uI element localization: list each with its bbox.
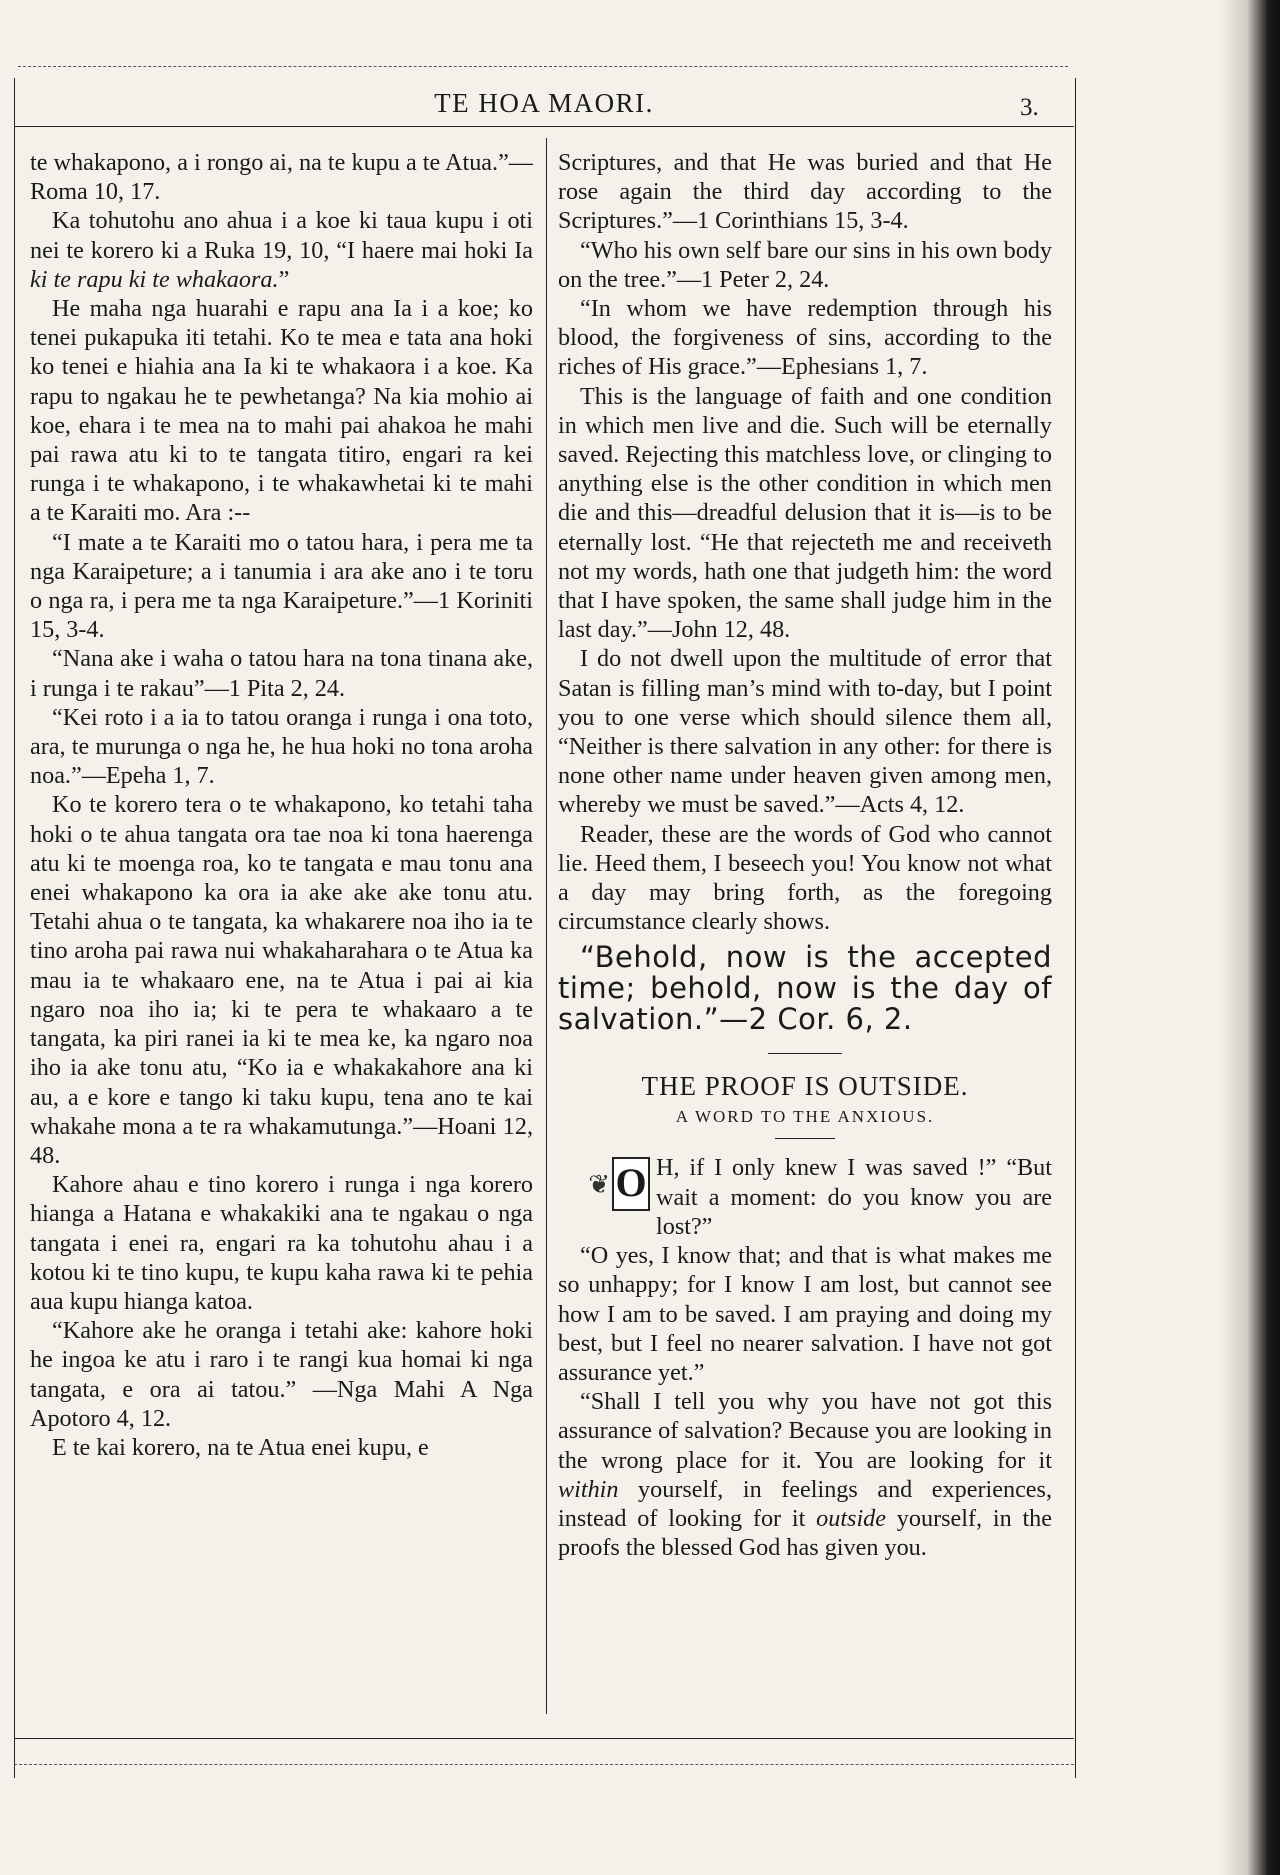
highlighted-verse: “Behold, now is the accepted time; behold, now is the day of salvation.”—2 Cor. 6, 2. bbox=[558, 940, 1052, 1037]
paragraph: te whakapono, a i rongo ai, na te kupu a te Atua.”—Roma 10, 17. bbox=[30, 149, 533, 206]
paragraph: I do not dwell upon the multitude of error that Satan is filling man’s mind with to-day, but I point you to one verse which should silence them all, “Neither is there salvation in any other: for there is none other name under heaven given among men, whereby we must be saved.”—Acts 4, 12. bbox=[558, 645, 1052, 819]
paragraph: Kahore ahau e tino korero i runga i nga korero hianga a Hatana e whakakiki ana te ngakau o nga tangata i enei ra, engari ra ka tohutohu ahau i a kotou ki te tino kupu, te kupu kaha rawa ki te pehia aua kupu hianga katoa. bbox=[30, 1171, 533, 1315]
paragraph: Reader, these are the words of God who cannot lie. Heed them, I beseech you! You know not what a day may bring forth, as the foregoing circumstance clearly shows. bbox=[558, 820, 1052, 936]
column-divider bbox=[546, 138, 547, 1714]
italic-outside: outside bbox=[816, 1504, 886, 1532]
paragraph: “Shall I tell you why you have not got this assurance of salvation? Because you are looking in the wrong place for it. You are looking for it within yourself, in feelings and experiences, instead of looking for it outside yourself, in the proofs the blessed God has given you. bbox=[558, 1388, 1053, 1562]
quote-paragraph: “Kahore ake he oranga i tetahi ake: kahore hoki he ingoa ke atu i raro i te rangi kua homai ki nga tangata, e ora ai tatou.” —Nga Mahi A Nga Apotoro 4, 12. bbox=[30, 1317, 533, 1432]
binding-shadow bbox=[1220, 0, 1280, 1875]
quote-paragraph: “I mate a te Karaiti mo o tatou hara, i pera me ta nga Karaipeture; a i tanumia i ara ake ano i te toru o nga ra, i pera me ta nga Karaipeture.”—1 Koriniti 15, 3-4. bbox=[30, 528, 533, 644]
header-rule bbox=[14, 126, 1074, 127]
section-title: THE PROOF IS OUTSIDE. bbox=[641, 1071, 969, 1102]
paragraph: He maha nga huarahi e rapu ana Ia i a koe; ko tenei pukapuka iti tetahi. Ko te mea e tata ana hoki ko tenei e hiahia ana Ia ki te whakaora i a koe. Ka rapu to ngakau he te pewhetanga? Na kia mohio ai koe, ehara i te mea na to mahi pai ahakoa he mahi pai rawa atu ki to te tangata titiro, engari ra kei runga i te whakapono, i te whakawhetai ki te mahi a te Karaiti mo. Ara :-- bbox=[30, 295, 533, 527]
quote-paragraph: “Who his own self bare our sins in his own body on the tree.”—1 Peter 2, 24. bbox=[558, 236, 1052, 293]
paragraph: This is the language of faith and one condition in which men live and die. Such will be eternally saved. Rejecting this matchless love, or clinging to anything else is the other condition in which men die and this—dreadful delusion that it is—is to be eternally lost. “He that rejecteth me and receiveth not my words, hath one that judgeth him: the word that I have spoken, the same shall judge him in the last day.”—John 12, 48. bbox=[558, 382, 1052, 644]
italic-phrase: ki te rapu ki te whakaora. bbox=[30, 265, 279, 293]
flourish-icon: ❦ bbox=[588, 1169, 610, 1199]
ornamental-dropcap bbox=[558, 1155, 650, 1213]
running-title: TE HOA MAORI. bbox=[434, 88, 654, 118]
right-column bbox=[558, 148, 1052, 1562]
quote-paragraph: “Nana ake i waha o tatou hara na tona tinana ake, i runga i te rakau”—1 Pita 2, 24. bbox=[30, 645, 533, 702]
top-dashed-rule bbox=[18, 66, 1068, 67]
paragraph: “O yes, I know that; and that is what makes me so unhappy; for I know I am lost, but cannot see how I am to be saved. I am praying and doing my best, but I feel no nearer salvation. I have not got assurance yet.” bbox=[558, 1242, 1052, 1386]
paragraph: E te kai korero, na te Atua enei kupu, e bbox=[52, 1433, 429, 1461]
paragraph: Ko te korero tera o te whakapono, ko tetahi taha hoki o te ahua tangata ora tae noa ki tona haerenga atu ki te moenga roa, ko te tangata e mau tonu ana enei whakapono ka ora ia ake ake ake tonu atu. Tetahi ahua o te tangata, ka whakarere noa iho ia te tino aroha pai rawa nui whakaharahara o te Atua ka mau ia te whakaaro ene, na te Atua i pai ai kia ngaro noa iho ia; ki te pera te whakaaro a te tangata, ka piri ranei ia ki te mea ke, ka ngaro noa iho ia ake tonu atu, “Ko ia e whakakahore ana ki au, a e kore e tango ki taku kupu, tena ano te kai whakahe mona a te ra whakamutunga.”—Hoani 12, 48. bbox=[30, 791, 533, 1169]
section-divider bbox=[768, 1053, 842, 1054]
section-body bbox=[558, 1153, 1052, 1562]
bottom-dashed-rule bbox=[14, 1764, 1074, 1765]
paragraph: Scriptures, and that He was buried and that He rose again the third day according to the Scriptures.”—1 Corinthians 15, 3-4. bbox=[558, 149, 1052, 235]
page-number: 3. bbox=[1020, 94, 1039, 121]
quote-paragraph: “Kei roto i a ia to tatou oranga i runga i ona toto, ara, te murunga o nga he, he hua hoki no tona aroha noa.”—Epeha 1, 7. bbox=[30, 703, 533, 790]
bottom-rule bbox=[14, 1738, 1074, 1739]
left-column bbox=[30, 148, 533, 1462]
section-subtitle: A WORD TO THE ANXIOUS. bbox=[675, 1107, 935, 1127]
section-divider bbox=[775, 1138, 835, 1139]
quote-paragraph: “In whom we have redemption through his blood, the forgiveness of sins, according to the riches of His grace.”—Ephesians 1, 7. bbox=[558, 295, 1052, 381]
italic-within: within bbox=[558, 1475, 619, 1503]
paragraph: H, if I only knew I was saved !” “But wait a moment: do you know you are lost?” bbox=[656, 1154, 1052, 1240]
paragraph: Ka tohutohu ano ahua i a koe ki taua kupu i oti nei te korero ki a Ruka 19, 10, “I haere mai hoki Ia ki te rapu ki te whakaora.” bbox=[30, 207, 533, 293]
dropcap-letter: O bbox=[612, 1157, 650, 1211]
